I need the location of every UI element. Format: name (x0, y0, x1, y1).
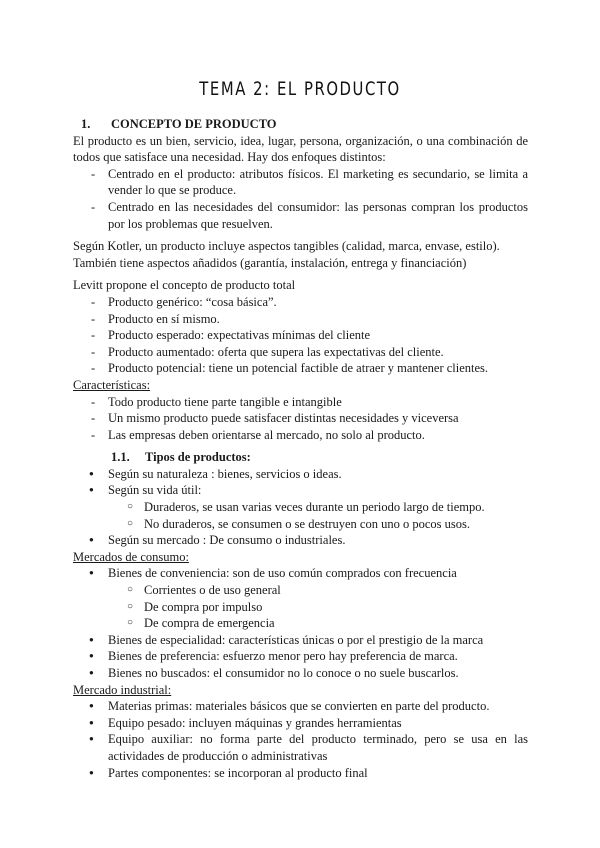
list-item: ● Según su mercado : De consumo o industriales. (73, 532, 528, 549)
section-title: CONCEPTO DE PRODUCTO (111, 117, 277, 131)
list-item: ● Bienes de preferencia: esfuerzo menor pero hay preferencia de marca. (73, 648, 528, 665)
section-heading (73, 116, 528, 133)
list-item: ● Bienes de conveniencia: son de uso común comprados con frecuencia (73, 565, 528, 582)
list-item: ● Equipo auxiliar: no forma parte del producto terminado, pero se usa en las actividades de producción o administrativas (73, 731, 528, 764)
characteristics-title: Características: (73, 377, 151, 392)
consumer-goods-list (73, 632, 528, 682)
list-item: ○ Duraderos, se usan varias veces durante un periodo largo de tiempo. (73, 499, 528, 516)
convenience-list (73, 582, 528, 632)
document-body (73, 116, 528, 781)
list-item: - Producto potencial: tiene un potencial factible de atraer y mantener clientes. (73, 360, 528, 377)
list-item: ● Materias primas: materiales básicos que se convierten en parte del producto. (73, 698, 528, 715)
section-number: 1. (81, 117, 91, 131)
list-item: - Un mismo producto puede satisfacer distintas necesidades y viceversa (73, 410, 528, 427)
list-item: - Las empresas deben orientarse al mercado, no solo al producto. (73, 427, 528, 444)
consumer-markets-title: Mercados de consumo: (73, 549, 189, 564)
kotler-paragraph: Según Kotler, un producto incluye aspectos tangibles (calidad, marca, envase, estilo). También tiene aspectos añadidos (garantía, instalación, entrega y financiación) (73, 239, 500, 270)
characteristics-list (73, 394, 528, 444)
subsection-title: Tipos de productos: (145, 450, 251, 465)
list-item: ● Bienes de especialidad: características únicas o por el prestigio de la marca (73, 632, 528, 649)
list-item: - Producto esperado: expectativas mínimas del cliente (73, 327, 528, 344)
intro-paragraph: El producto es un bien, servicio, idea, lugar, persona, organización, o una combinación de todos que satisface una necesidad. Hay dos enfoques distintos: (73, 133, 528, 165)
subsection-heading (111, 449, 528, 466)
useful-life-list (73, 499, 528, 532)
list-item: ● Según su naturaleza : bienes, servicios o ideas. (73, 466, 528, 483)
list-item: ● Partes componentes: se incorporan al producto final (73, 765, 528, 782)
list-item: - Producto genérico: “cosa básica”. (73, 294, 528, 311)
list-item: - Centrado en el producto: atributos físicos. El marketing es secundario, se limita a vender lo que se produce. (73, 166, 528, 199)
industrial-market-title: Mercado industrial: (73, 682, 172, 697)
list-item: ● Según su vida útil: (73, 482, 528, 499)
approaches-list (73, 166, 528, 232)
industrial-list (73, 698, 528, 781)
list-item: ● Bienes no buscados: el consumidor no lo conoce o no suele buscarlos. (73, 665, 528, 682)
list-item: ○ Corrientes o de uso general (73, 582, 528, 599)
subsection-number: 1.1. (111, 450, 130, 465)
levitt-list (73, 294, 528, 377)
types-list (73, 466, 528, 499)
list-item: - Centrado en las necesidades del consumidor: las personas compran los productos por los problemas que resuelven. (73, 199, 528, 232)
list-item: - Todo producto tiene parte tangible e intangible (73, 394, 528, 411)
list-item: ○ No duraderos, se consumen o se destruyen con uno o pocos usos. (73, 516, 528, 533)
page-title: TEMA 2: EL PRODUCTO (199, 78, 401, 100)
list-item: ○ De compra por impulso (73, 599, 528, 616)
list-item: ○ De compra de emergencia (73, 615, 528, 632)
list-item: - Producto aumentado: oferta que supera las expectativas del cliente. (73, 344, 528, 361)
list-item: - Producto en sí mismo. (73, 311, 528, 328)
list-item: ● Equipo pesado: incluyen máquinas y grandes herramientas (73, 715, 528, 732)
levitt-paragraph: Levitt propone el concepto de producto total (73, 278, 296, 293)
